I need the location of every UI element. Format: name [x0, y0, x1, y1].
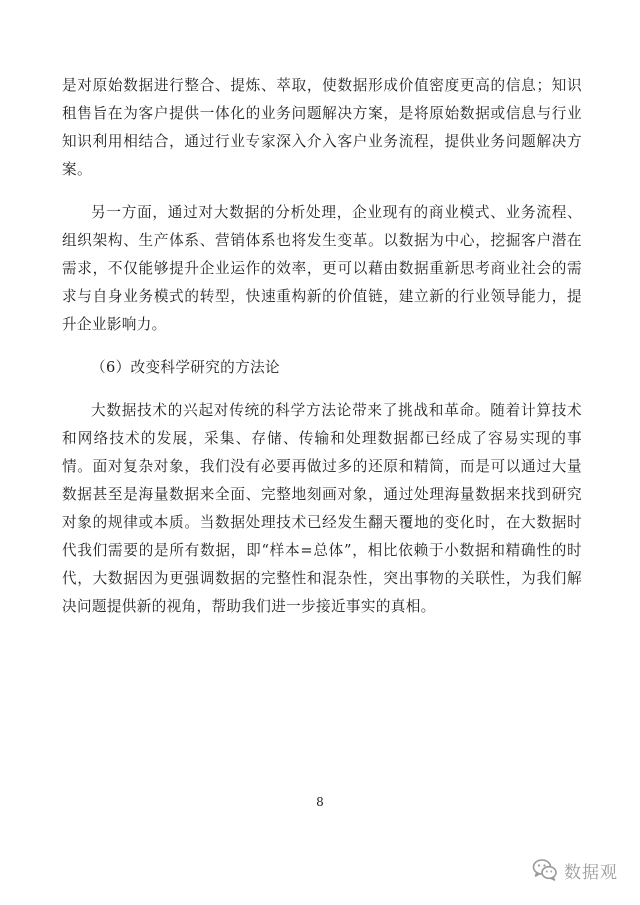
watermark	[532, 856, 618, 884]
paragraph-business-transformation: 另一方面，通过对大数据的分析处理，企业现有的商业模式、业务流程、组织架构、生产体系、营销体系也将发生变革。以数据为中心，挖掘客户潜在需求，不仅能够提升企业运作的效率，更可以藉由数据重新思考商业社会的需求与自身业务模式的转型，快速重构新的价值链，建立新的行业领导能力，提升企业影响力。	[62, 204, 582, 333]
section-heading: （6）改变科学研究的方法论	[91, 359, 280, 376]
wechat-icon	[532, 858, 558, 882]
watermark-text: 数据观	[564, 862, 618, 883]
document-body	[62, 72, 582, 621]
page-number: 8	[316, 795, 324, 809]
paragraph-continued: 是对原始数据进行整合、提炼、萃取，使数据形成价值密度更高的信息；知识租售旨在为客户提供一体化的业务问题解决方案，是将原始数据或信息与行业知识利用相结合，通过行业专家深入介入客户业务流程，提供业务问题解决方案。	[62, 77, 582, 178]
paragraph-scientific-methodology: 大数据技术的兴起对传统的科学方法论带来了挑战和革命。随着计算技术和网络技术的发展，采集、存储、传输和处理数据都已经成了容易实现的事情。面对复杂对象，我们没有必要再做过多的还原和精简，而是可以通过大量数据甚至是海量数据来全面、完整地刻画对象，通过处理海量数据来找到研究对象的规律或本质。当数据处理技术已经发生翻天覆地的变化时，在大数据时代我们需要的是所有数据，即“样本=总体”，相比依赖于小数据和精确性的时代，大数据因为更强调数据的完整性和混杂性，突出事物的关联性，为我们解决问题提供新的视角，帮助我们进一步接近事实的真相。	[62, 402, 582, 615]
